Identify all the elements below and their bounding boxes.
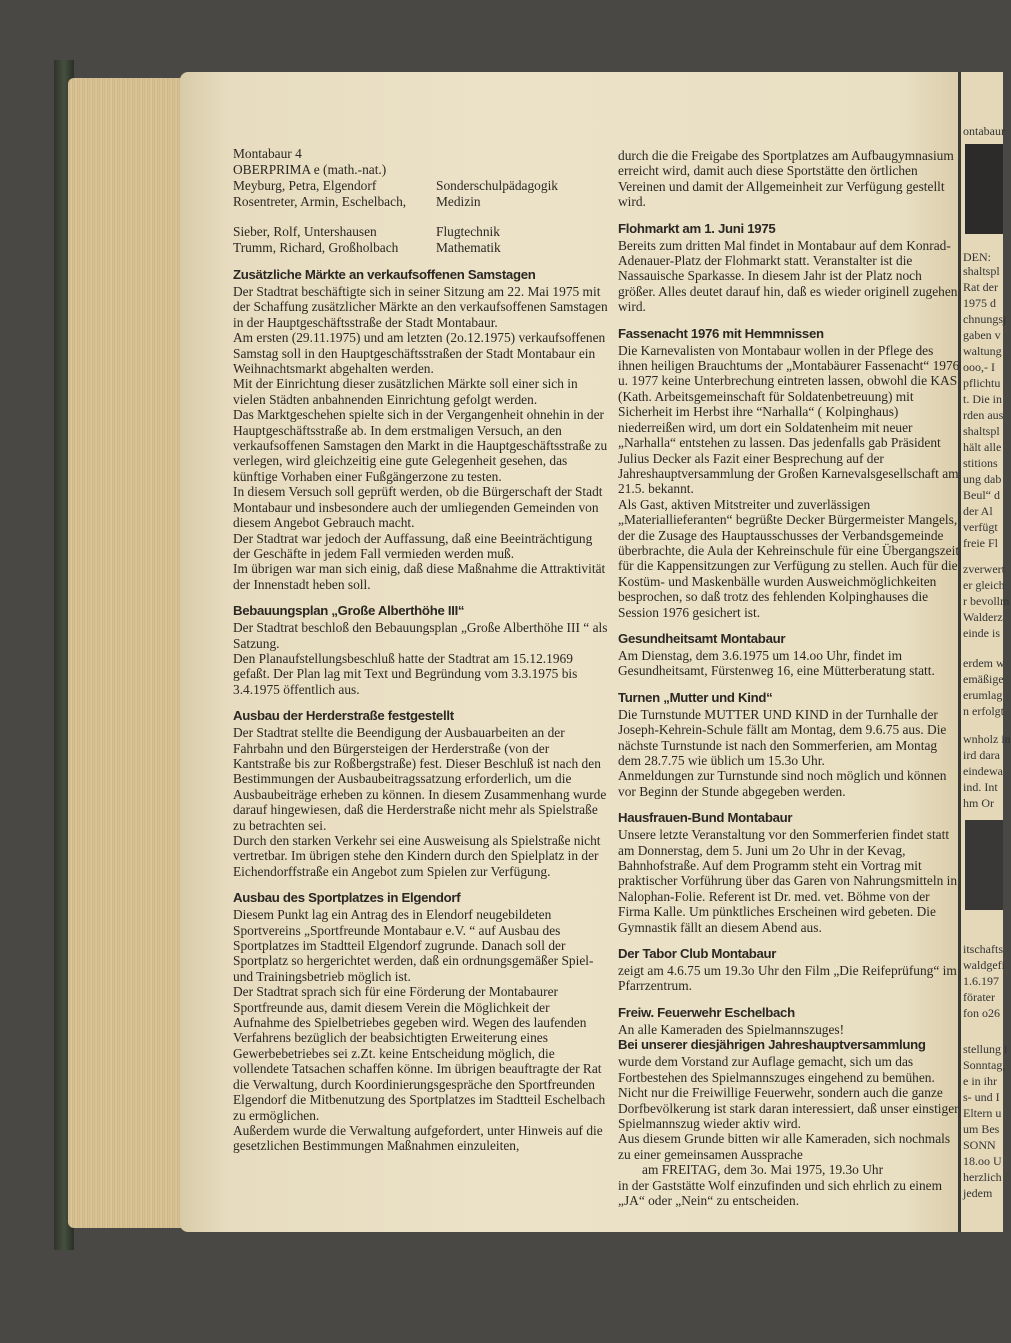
- article-paragraph: Am Dienstag, dem 3.6.1975 um 14.oo Uhr, findet im Gesundheitsamt, Fürstenweg 16, eine Mütterberatung statt.: [618, 647, 935, 679]
- article-paragraph: Aus diesem Grunde bitten wir alle Kameraden, sich nochmals zu einer gemeinsamen Aussprache: [618, 1131, 951, 1162]
- article-heading: Flohmarkt am 1. Juni 1975: [618, 220, 776, 236]
- article-heading: Ausbau der Herderstraße festgestellt: [233, 708, 454, 724]
- student-name: Meyburg, Petra, Elgendorf: [233, 178, 377, 193]
- article-paragraph: Diesem Punkt lag ein Antrag des in Elendorf neugebildeten Sportvereins „Sportfreunde Montabaur e.V. “ auf Ausbau des Sportplatzes im Stadtteil Elgendorf zugrunde. Danach soll der Sportplatz so hergerichtet werden, daß ein ordnungsgemäßer Spiel- und Trainingsbetrieb möglich ist.: [233, 907, 594, 984]
- article-subheading: Bei unserer diesjährigen Jahreshauptversammlung: [618, 1037, 926, 1053]
- article-heading: Bebauungsplan „Große Alberthöhe III“: [233, 603, 465, 619]
- next-page-fragment: waltung: [963, 344, 1002, 358]
- next-page-fragment: itschafts: [963, 942, 1003, 956]
- article-gymnastics: [618, 690, 960, 799]
- article-paragraph: zeigt am 4.6.75 um 19.3o Uhr den Film „Die Reifeprüfung“ im Pfarrzentrum.: [618, 963, 957, 994]
- student-row: [233, 224, 608, 240]
- article-heading: Zusätzliche Märkte an verkaufsoffenen Samstagen: [233, 267, 536, 282]
- next-page-fragment: rden aus: [963, 408, 1004, 422]
- next-page-fragment: 1.6.197: [963, 974, 999, 988]
- next-page-fragment: 1975 d: [963, 296, 996, 310]
- graduate-list: [233, 146, 608, 256]
- next-page-fragment: ind. Int: [963, 780, 998, 794]
- article-carnival: [618, 326, 960, 620]
- article-paragraph: Im übrigen war man sich einig, daß diese Maßnahme die Attraktivität der Innenstadt heben soll.: [233, 561, 606, 592]
- article-paragraph: Der Stadtrat war jedoch der Auffassung, daß eine Beeinträchtigung der Geschäfte in jedem Fall vermieden werden muß.: [233, 530, 593, 561]
- next-page-fragment: chnungsj: [963, 312, 1007, 326]
- next-page-fragment: Walderz: [963, 610, 1003, 624]
- article-heading: Gesundheitsamt Montabaur: [618, 630, 786, 646]
- article-sportsground: [233, 890, 608, 1154]
- meeting-date: am FREITAG, dem 3o. Mai 1975, 19.3o Uhr: [642, 1162, 884, 1178]
- article-paragraph: Der Stadtrat beschloß den Bebauungsplan „Große Alberthöhe III “ als Satzung.: [233, 620, 608, 651]
- article-paragraph: An alle Kameraden des Spielmannszuges!: [618, 1021, 845, 1037]
- article-paragraph: Der Stadtrat sprach sich für eine Förderung der Montabaurer Sportfreunde aus, damit diesem Verein die Möglichkeit der Aufnahme des Spielbetriebes gegeben wird. Wegen des laufenden Verfahrens bezüglich der beabsichtigten Erweiterung eines Gewerbebetriebes sei z.Zt. keine Entscheidung möglich, die vollendete Tatsachen schaffen könne. Im übrigen beauftragte der Rat die Verwaltung, durch Koordinierungsgespräche den Sportfreunden Elgendorf die Mitbenutzung des Sportplatzes im Stadtteil Eschelbach zu ermöglichen.: [233, 984, 606, 1123]
- next-page-fragment: jedem: [963, 1186, 993, 1200]
- article-flea-market: [618, 221, 960, 315]
- next-page-photo: [965, 144, 1003, 234]
- right-column: [618, 148, 960, 1208]
- article-heading: Fassenacht 1976 mit Hemmnissen: [618, 325, 824, 341]
- article-tabor-club: [618, 946, 960, 994]
- student-subject: Flugtechnik: [436, 224, 500, 239]
- school-location: Montabaur 4: [233, 146, 302, 161]
- article-paragraph: Bereits zum dritten Mal findet in Montabaur auf dem Konrad-Adenauer-Platz der Flohmarkt statt. Veranstalter ist die Nassauische Sparkasse. In diesem Jahr ist der Platz noch größer. Alles deutet darauf hin, daß es wieder originell zugehen wird.: [618, 237, 958, 315]
- next-page-fragment: n erfolgt: [963, 704, 1004, 718]
- student-row: [233, 240, 608, 256]
- next-page-fragment: Eltern u: [963, 1106, 1002, 1120]
- article-paragraph: In diesem Versuch soll geprüft werden, ob die Bürgerschaft der Stadt Montabaur und insbesondere auch der umliegenden Gemeinden von diesem Angebot Gebrauch macht.: [233, 484, 603, 531]
- article-paragraph: Anmeldungen zur Turnstunde sind noch möglich und können vor Beginn der Stunde abgegeben werden.: [618, 768, 947, 799]
- continued-paragraph: durch die die Freigabe des Sportplatzes am Aufbaugymnasium erreicht wird, damit auch diese Sportstätte den örtlichen Vereinen und damit der Allgemeinheit zur Verfügung gestellt wird.: [618, 148, 954, 210]
- article-paragraph: Als Gast, aktiven Mitstreiter und zuverlässigen „Materiallieferanten“ begrüßte Decker Bürgermeister Mangels, der die Zusage des Hauptausschusses der Verbandsgemeinde überbrachte, die Aula der Kehreinschule für eine Übergangszeit für die Kappensitzungen zur Verfügung zu stellen. Auch für die Kostüm- und Maskenbälle wurden Ausweichmöglichkeiten besprochen, so daß trotz des fehlenden Kolpinghauses die Session 1976 gesichert ist.: [618, 496, 960, 620]
- article-paragraph: Der Stadtrat beschäftigte sich in seiner Sitzung am 22. Mai 1975 mit der Schaffung zusätzlicher Märkte an den verkaufsoffenen Samstagen in der Hauptgeschäftsstraße der Stadt Montabaur.: [233, 284, 608, 330]
- article-paragraph: Außerdem wurde die Verwaltung aufgefordert, unter Hinweis auf die gesetzlichen Bestimmungen Maßnahmen einzuleiten,: [233, 1122, 603, 1154]
- next-page-fragment: hm Or: [963, 796, 994, 810]
- next-page-fragment: Beul“ d: [963, 488, 1000, 502]
- article-paragraph: wurde dem Vorstand zur Auflage gemacht, sich um das Fortbestehen des Spielmannszuges eingehend zu bemühen.: [618, 1054, 935, 1085]
- page-edges: [68, 78, 198, 1228]
- article-paragraph: Mit der Einrichtung dieser zusätzlichen Märkte soll einer sich in vielen Städten anbahnenden Einrichtung gefolgt werden.: [233, 376, 578, 407]
- next-page-fragment: einde is: [963, 626, 1000, 640]
- article-development-plan: [233, 603, 608, 697]
- next-page-edge: [958, 72, 1011, 1232]
- next-page-fragment: Sonntag,: [963, 1058, 1006, 1072]
- article-paragraph: Durch den starken Verkehr sei eine Ausweisung als Spielstraße nicht vertretbar. Im übrigen stehe den Kindern durch den Spielplatz in der Eichendorffstraße ein Angebot zum Spielen zur Verfügung.: [233, 833, 601, 879]
- article-heading: Freiw. Feuerwehr Eschelbach: [618, 1004, 795, 1020]
- article-paragraph: Die Karnevalisten von Montabaur wollen in der Pflege des ihnen heiligen Brauchtums der „Montabäurer Fassenacht“ 1976 u. 1977 keine Unterbrechung eintreten lassen, obwohl die KAS (Kath. Arbeitsgemeinschaft für Soldatenbetreuung) mit Sicherheit im Herbst ihre “Narhalla“ ( Kolpinghaus) niederreißen wird, um dort ein Soldatenheim mit neuer „Narhalla“ entstehen zu lassen. Das jedenfalls gab Präsident Julius Decker als Fazit einer Besprechung auf der Jahreshauptversammlung der Großen Karnevalsgesellschaft am 21.5. bekannt.: [618, 342, 960, 497]
- next-page-fragment: hält alle: [963, 440, 1002, 454]
- next-page-fragment: herzlich: [963, 1170, 1002, 1184]
- student-name: Sieber, Rolf, Untershausen: [233, 224, 377, 239]
- next-page-fragment: SONN: [963, 1138, 996, 1152]
- next-page-fragment: ird dara: [963, 748, 1000, 762]
- article-paragraph: Die Turnstunde MUTTER UND KIND in der Turnhalle der Joseph-Kehrein-Schule fällt am Montag, dem 9.6.75 aus. Die nächste Turnstunde ist nach den Sommerferien, am Montag dem 28.7.75 wie üblich um 15.3o Uhr.: [618, 706, 947, 768]
- article-paragraph: Nicht nur die Freiwillige Feuerwehr, sondern auch die ganze Dorfbevölkerung ist stark daran interessiert, daß unser einstiger Spielmannszug wieder aktiv wird.: [618, 1085, 959, 1131]
- class-name: OBERPRIMA e (math.-nat.): [233, 162, 387, 177]
- next-page-fragment: emäßige: [963, 672, 1004, 686]
- next-page-fragment: stitions: [963, 456, 998, 470]
- next-page-fragment: waldgefi: [963, 958, 1005, 972]
- article-paragraph: Am ersten (29.11.1975) und am letzten (2o.12.1975) verkaufsoffenen Samstag soll in den Hauptgeschäftsstraßen der Stadt Montabaur ein Weihnachtsmarkt abgehalten werden.: [233, 330, 606, 377]
- article-fire-brigade: [618, 1005, 960, 1208]
- student-row: [233, 178, 608, 194]
- next-page-fragment: gaben v: [963, 328, 1001, 342]
- next-page-fragment: shaltspl: [963, 424, 1000, 438]
- article-health-office: [618, 631, 960, 679]
- next-page-fragment: e in ihr: [963, 1074, 997, 1088]
- next-page-fragment: freie Fl: [963, 536, 998, 550]
- next-page-fragment: s- und I: [963, 1090, 1000, 1104]
- next-page-fragment: ontabaur: [963, 124, 1005, 138]
- next-page-fragment: t. Die in: [963, 392, 1002, 406]
- article-herderstrasse: [233, 708, 608, 879]
- next-page-fragment: ooo,- I: [963, 360, 995, 374]
- next-page-fragment: stellung i: [963, 1042, 1008, 1056]
- article-paragraph: Das Marktgeschehen spielte sich in der Vergangenheit ohnehin in der Hauptgeschäftsstraße ab. In dem erstmaligen Versuch, an den verkaufsoffenen Samstagen den Markt in die Hauptgeschäftsstraße zu verlegen, wird gleichzeitig eine gute Gelegenheit gesehen, das künftige Vorhaben einer Fußgängerzone zu testen.: [233, 407, 608, 484]
- next-page-fragment: 18.oo U: [963, 1154, 1002, 1168]
- article-heading: Hausfrauen-Bund Montabaur: [618, 810, 793, 826]
- article-housewives: [618, 810, 960, 935]
- article-paragraph: in der Gaststätte Wolf einzufinden und sich ehrlich zu einem „JA“ oder „Nein“ zu entscheiden.: [618, 1177, 943, 1208]
- next-page-fragment: shaltspl: [963, 264, 1000, 278]
- next-page-fragment: DEN:: [963, 250, 991, 264]
- next-page-fragment: Rat der: [963, 280, 998, 294]
- next-page-fragment: er gleich: [963, 578, 1005, 592]
- student-subject: Medizin: [436, 194, 481, 209]
- next-page-fragment: ung dab: [963, 472, 1002, 486]
- next-page-fragment: der Al: [963, 504, 993, 518]
- next-page-fragment: förater: [963, 990, 995, 1004]
- next-page-fragment: erumlag: [963, 688, 1003, 702]
- left-column: [233, 146, 608, 1154]
- student-row: [233, 194, 608, 210]
- next-page-fragment: verfügt: [963, 520, 998, 534]
- next-page-drawing: [965, 820, 1003, 910]
- next-page-fragment: eindewa: [963, 764, 1003, 778]
- next-page-fragment: r bevollm: [963, 594, 1010, 608]
- article-heading: Ausbau des Sportplatzes in Elgendorf: [233, 890, 461, 906]
- next-page-fragment: pflichtu: [963, 376, 1001, 390]
- next-page-fragment: erdem w: [963, 656, 1005, 670]
- next-page-fragment: zverwert: [963, 562, 1005, 576]
- student-subject: Sonderschulpädagogik: [436, 178, 558, 193]
- student-name: Rosentreter, Armin, Eschelbach,: [233, 194, 407, 209]
- article-paragraph: Unsere letzte Veranstaltung vor den Sommerferien findet statt am Donnerstag, dem 5. Juni um 2o Uhr in der Kevag, Bahnhofstraße. Auf dem Programm steht ein Vortrag mit praktischer Vorführung über das Garen von Nahrungsmitteln in Nalophan-Folie. Referent ist Dr. med. vet. Böhme von der Firma Kalle. Um pünktliches Erscheinen wird gebeten. Die Gymnastik fällt an diesem Abend aus.: [618, 827, 958, 935]
- next-page-fragment: wnholz in: [963, 732, 1011, 746]
- article-paragraph: Den Planaufstellungsbeschluß hatte der Stadtrat am 15.12.1969 gefaßt. Der Plan lag mit Text und Begründung vom 3.3.1975 bis 3.4.1975 öffentlich aus.: [233, 650, 578, 697]
- next-page-fragment: fon o26: [963, 1006, 1000, 1020]
- student-name: Trumm, Richard, Großholbach: [233, 240, 399, 255]
- article-heading: Der Tabor Club Montabaur: [618, 946, 777, 962]
- article-paragraph: Der Stadtrat stellte die Beendigung der Ausbauarbeiten an der Fahrbahn und den Bürgersteigen der Herderstraße (von der Kantstraße bis zur Roßbergstraße) fest. Dieser Beschluß ist nach den Bestimmungen der Ausbaubeitragssatzung erforderlich, um die Ausbaubeiträge erheben zu können. In diesem Zusammenhang wurde darauf hingewiesen, daß die Herderstraße nicht mehr als Spielstraße zu betrachten sei.: [233, 725, 607, 833]
- article-markets: [233, 267, 608, 592]
- student-subject: Mathematik: [436, 240, 501, 255]
- next-page-fragment: um Bes: [963, 1122, 1000, 1136]
- article-heading: Turnen „Mutter und Kind“: [618, 689, 773, 705]
